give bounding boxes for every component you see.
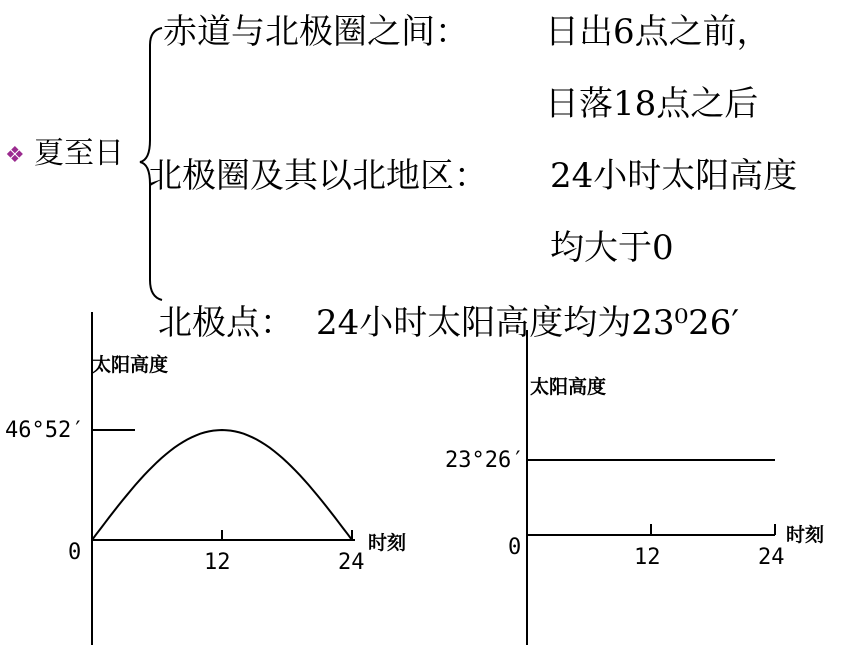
right-chart-ytick-label: 23°26′: [445, 448, 525, 473]
line5-right: 24小时太阳高度均为23⁰26′: [316, 303, 740, 343]
left-chart-xlabel: 时刻: [368, 532, 407, 554]
line2-right: 日落18点之后: [545, 84, 759, 124]
left-chart-ytick-label: 46°52′: [5, 418, 85, 443]
right-chart-xtick-0: 0: [508, 535, 522, 560]
left-chart-xtick-label-12: 12: [204, 550, 231, 575]
line1-right-text: 日出6点之前，: [545, 12, 771, 52]
diamond-bullet-icon: ❖: [5, 143, 25, 168]
line3-right: 24小时太阳高度: [550, 156, 798, 196]
line3-left: 北极圈及其以北地区：: [148, 156, 488, 196]
right-chart-ylabel: 太阳高度: [530, 376, 607, 398]
left-chart-xtick-label-24: 24: [338, 550, 365, 575]
right-chart-xtick-label-12: 12: [634, 545, 661, 570]
line1-left: 赤道与北极圈之间：: [163, 12, 469, 52]
line4-right: 均大于0: [550, 228, 674, 268]
line5-left: 北极点：: [158, 303, 294, 343]
left-chart-curve: [92, 430, 352, 540]
right-chart-xlabel: 时刻: [786, 524, 825, 546]
right-chart-xtick-label-24: 24: [758, 545, 785, 570]
left-chart-xtick-0: 0: [68, 540, 82, 565]
line1-right: [545, 12, 771, 52]
summer-solstice-label: 夏至日: [34, 136, 124, 171]
left-chart-ylabel: 太阳高度: [92, 354, 169, 376]
